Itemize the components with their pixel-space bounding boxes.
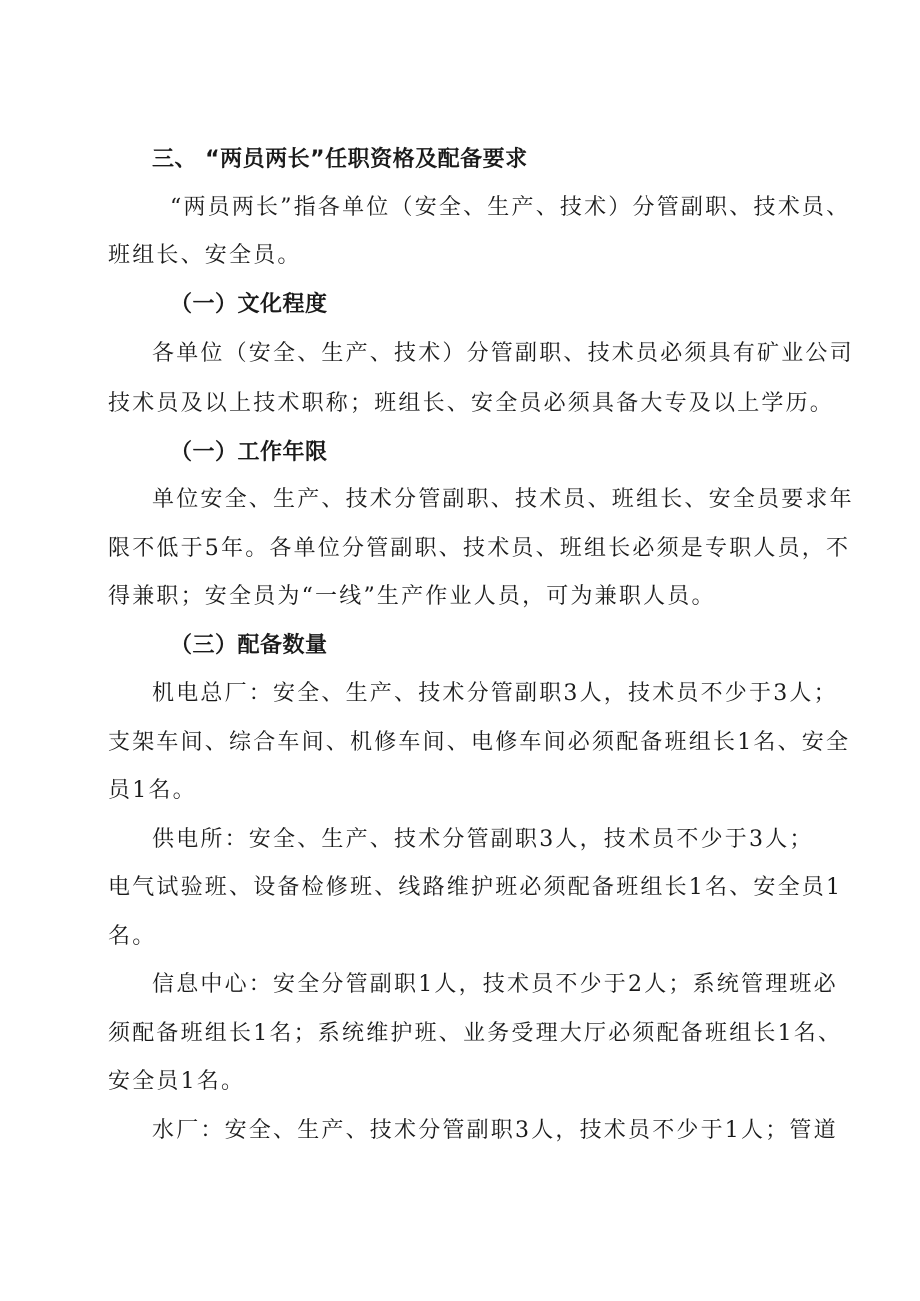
info-paragraph-line1: 信息中心：安全分管副职1人，技术员不少于2人；系统管理班必 bbox=[152, 972, 838, 997]
electromech-paragraph-line3: 员1名。 bbox=[108, 778, 197, 803]
years-paragraph-line2: 限不低于5年。各单位分管副职、技术员、班组长必须是专职人员，不 bbox=[108, 536, 851, 561]
intro-paragraph-line1: “两员两长”指各单位（安全、生产、技术）分管副职、技术员、 bbox=[170, 195, 851, 220]
power-paragraph-line3: 名。 bbox=[108, 924, 157, 949]
info-paragraph-line3: 安全员1名。 bbox=[108, 1069, 246, 1094]
power-paragraph-line1: 供电所：安全、生产、技术分管副职3人，技术员不少于3人； bbox=[152, 827, 814, 852]
info-paragraph-line2: 须配备班组长1名；系统维护班、业务受理大厅必须配备班组长1名、 bbox=[108, 1021, 843, 1046]
subheading-work-years: （一）工作年限 bbox=[170, 440, 328, 465]
power-paragraph-line2: 电气试验班、设备检修班、线路维护班必须配备班组长1名、安全员1 bbox=[108, 875, 843, 900]
subheading-staffing: （三）配备数量 bbox=[170, 633, 328, 658]
subheading-education: （一）文化程度 bbox=[170, 292, 328, 317]
section-heading-qualifications: 三、 “两员两长”任职资格及配备要求 bbox=[152, 147, 528, 172]
years-paragraph-line3: 得兼职；安全员为“一线”生产作业人员，可为兼职人员。 bbox=[108, 584, 716, 609]
years-paragraph-line1: 单位安全、生产、技术分管副职、技术员、班组长、安全员要求年 bbox=[152, 487, 854, 512]
water-paragraph-line1: 水厂：安全、生产、技术分管副职3人，技术员不少于1人；管道 bbox=[152, 1118, 838, 1143]
education-paragraph-line2: 技术员及以上技术职称；班组长、安全员必须具备大专及以上学历。 bbox=[108, 391, 835, 416]
electromech-paragraph-line1: 机电总厂：安全、生产、技术分管副职3人，技术员不少于3人； bbox=[152, 681, 838, 706]
intro-paragraph-line2: 班组长、安全员。 bbox=[108, 243, 302, 268]
electromech-paragraph-line2: 支架车间、综合车间、机修车间、电修车间必须配备班组长1名、安全 bbox=[108, 730, 851, 755]
education-paragraph-line1: 各单位（安全、生产、技术）分管副职、技术员必须具有矿业公司 bbox=[152, 341, 854, 366]
